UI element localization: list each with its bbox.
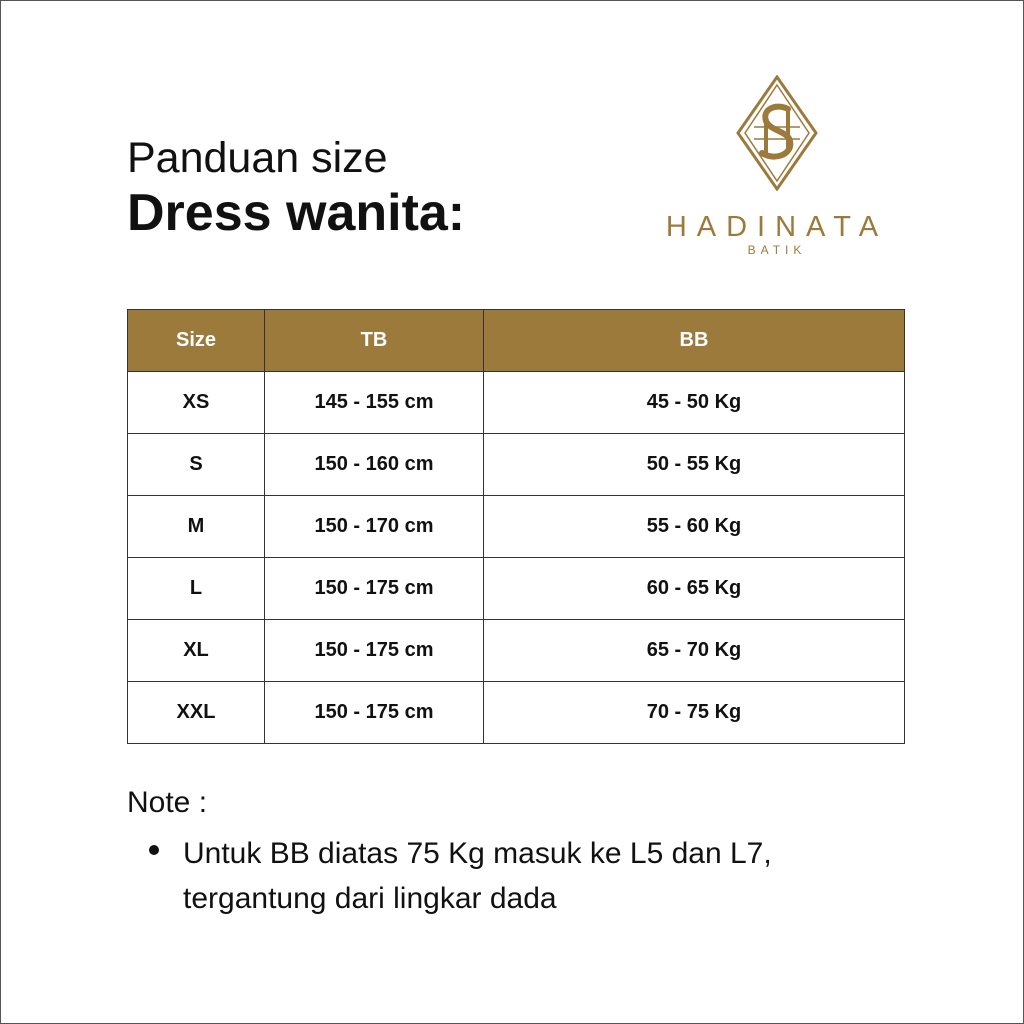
tb-cell: 150 - 175 cm xyxy=(265,620,484,682)
bb-cell: 65 - 70 Kg xyxy=(484,620,905,682)
size-cell: XL xyxy=(128,620,265,682)
page-title: Panduan size xyxy=(127,134,388,182)
table-row xyxy=(128,558,905,620)
table-row xyxy=(128,496,905,558)
page-subtitle: Dress wanita: xyxy=(127,184,466,242)
table-header-row xyxy=(128,310,905,372)
bb-cell: 70 - 75 Kg xyxy=(484,682,905,744)
bb-cell: 60 - 65 Kg xyxy=(484,558,905,620)
table-row xyxy=(128,372,905,434)
column-header-tb: TB xyxy=(265,310,484,372)
tb-cell: 150 - 160 cm xyxy=(265,434,484,496)
table-row xyxy=(128,434,905,496)
bb-cell: 50 - 55 Kg xyxy=(484,434,905,496)
brand-subtitle: BATIK xyxy=(747,243,807,257)
table-row xyxy=(128,620,905,682)
column-header-bb: BB xyxy=(484,310,905,372)
bb-cell: 45 - 50 Kg xyxy=(484,372,905,434)
note-item: Untuk BB diatas 75 Kg masuk ke L5 dan L7, tergantung dari lingkar dada xyxy=(183,837,772,915)
size-cell: XXL xyxy=(128,682,265,744)
size-cell: M xyxy=(128,496,265,558)
size-cell: S xyxy=(128,434,265,496)
tb-cell: 150 - 175 cm xyxy=(265,682,484,744)
note-label: Note : xyxy=(127,786,208,819)
size-table xyxy=(127,309,905,744)
brand-logo xyxy=(641,71,911,261)
brand-name: HADINATA xyxy=(665,211,889,243)
table-row xyxy=(128,682,905,744)
batik-logo-icon xyxy=(736,75,818,191)
tb-cell: 150 - 175 cm xyxy=(265,558,484,620)
bb-cell: 55 - 60 Kg xyxy=(484,496,905,558)
column-header-size: Size xyxy=(128,310,265,372)
bullet-icon xyxy=(149,845,159,855)
tb-cell: 145 - 155 cm xyxy=(265,372,484,434)
size-cell: L xyxy=(128,558,265,620)
size-cell: XS xyxy=(128,372,265,434)
tb-cell: 150 - 170 cm xyxy=(265,496,484,558)
